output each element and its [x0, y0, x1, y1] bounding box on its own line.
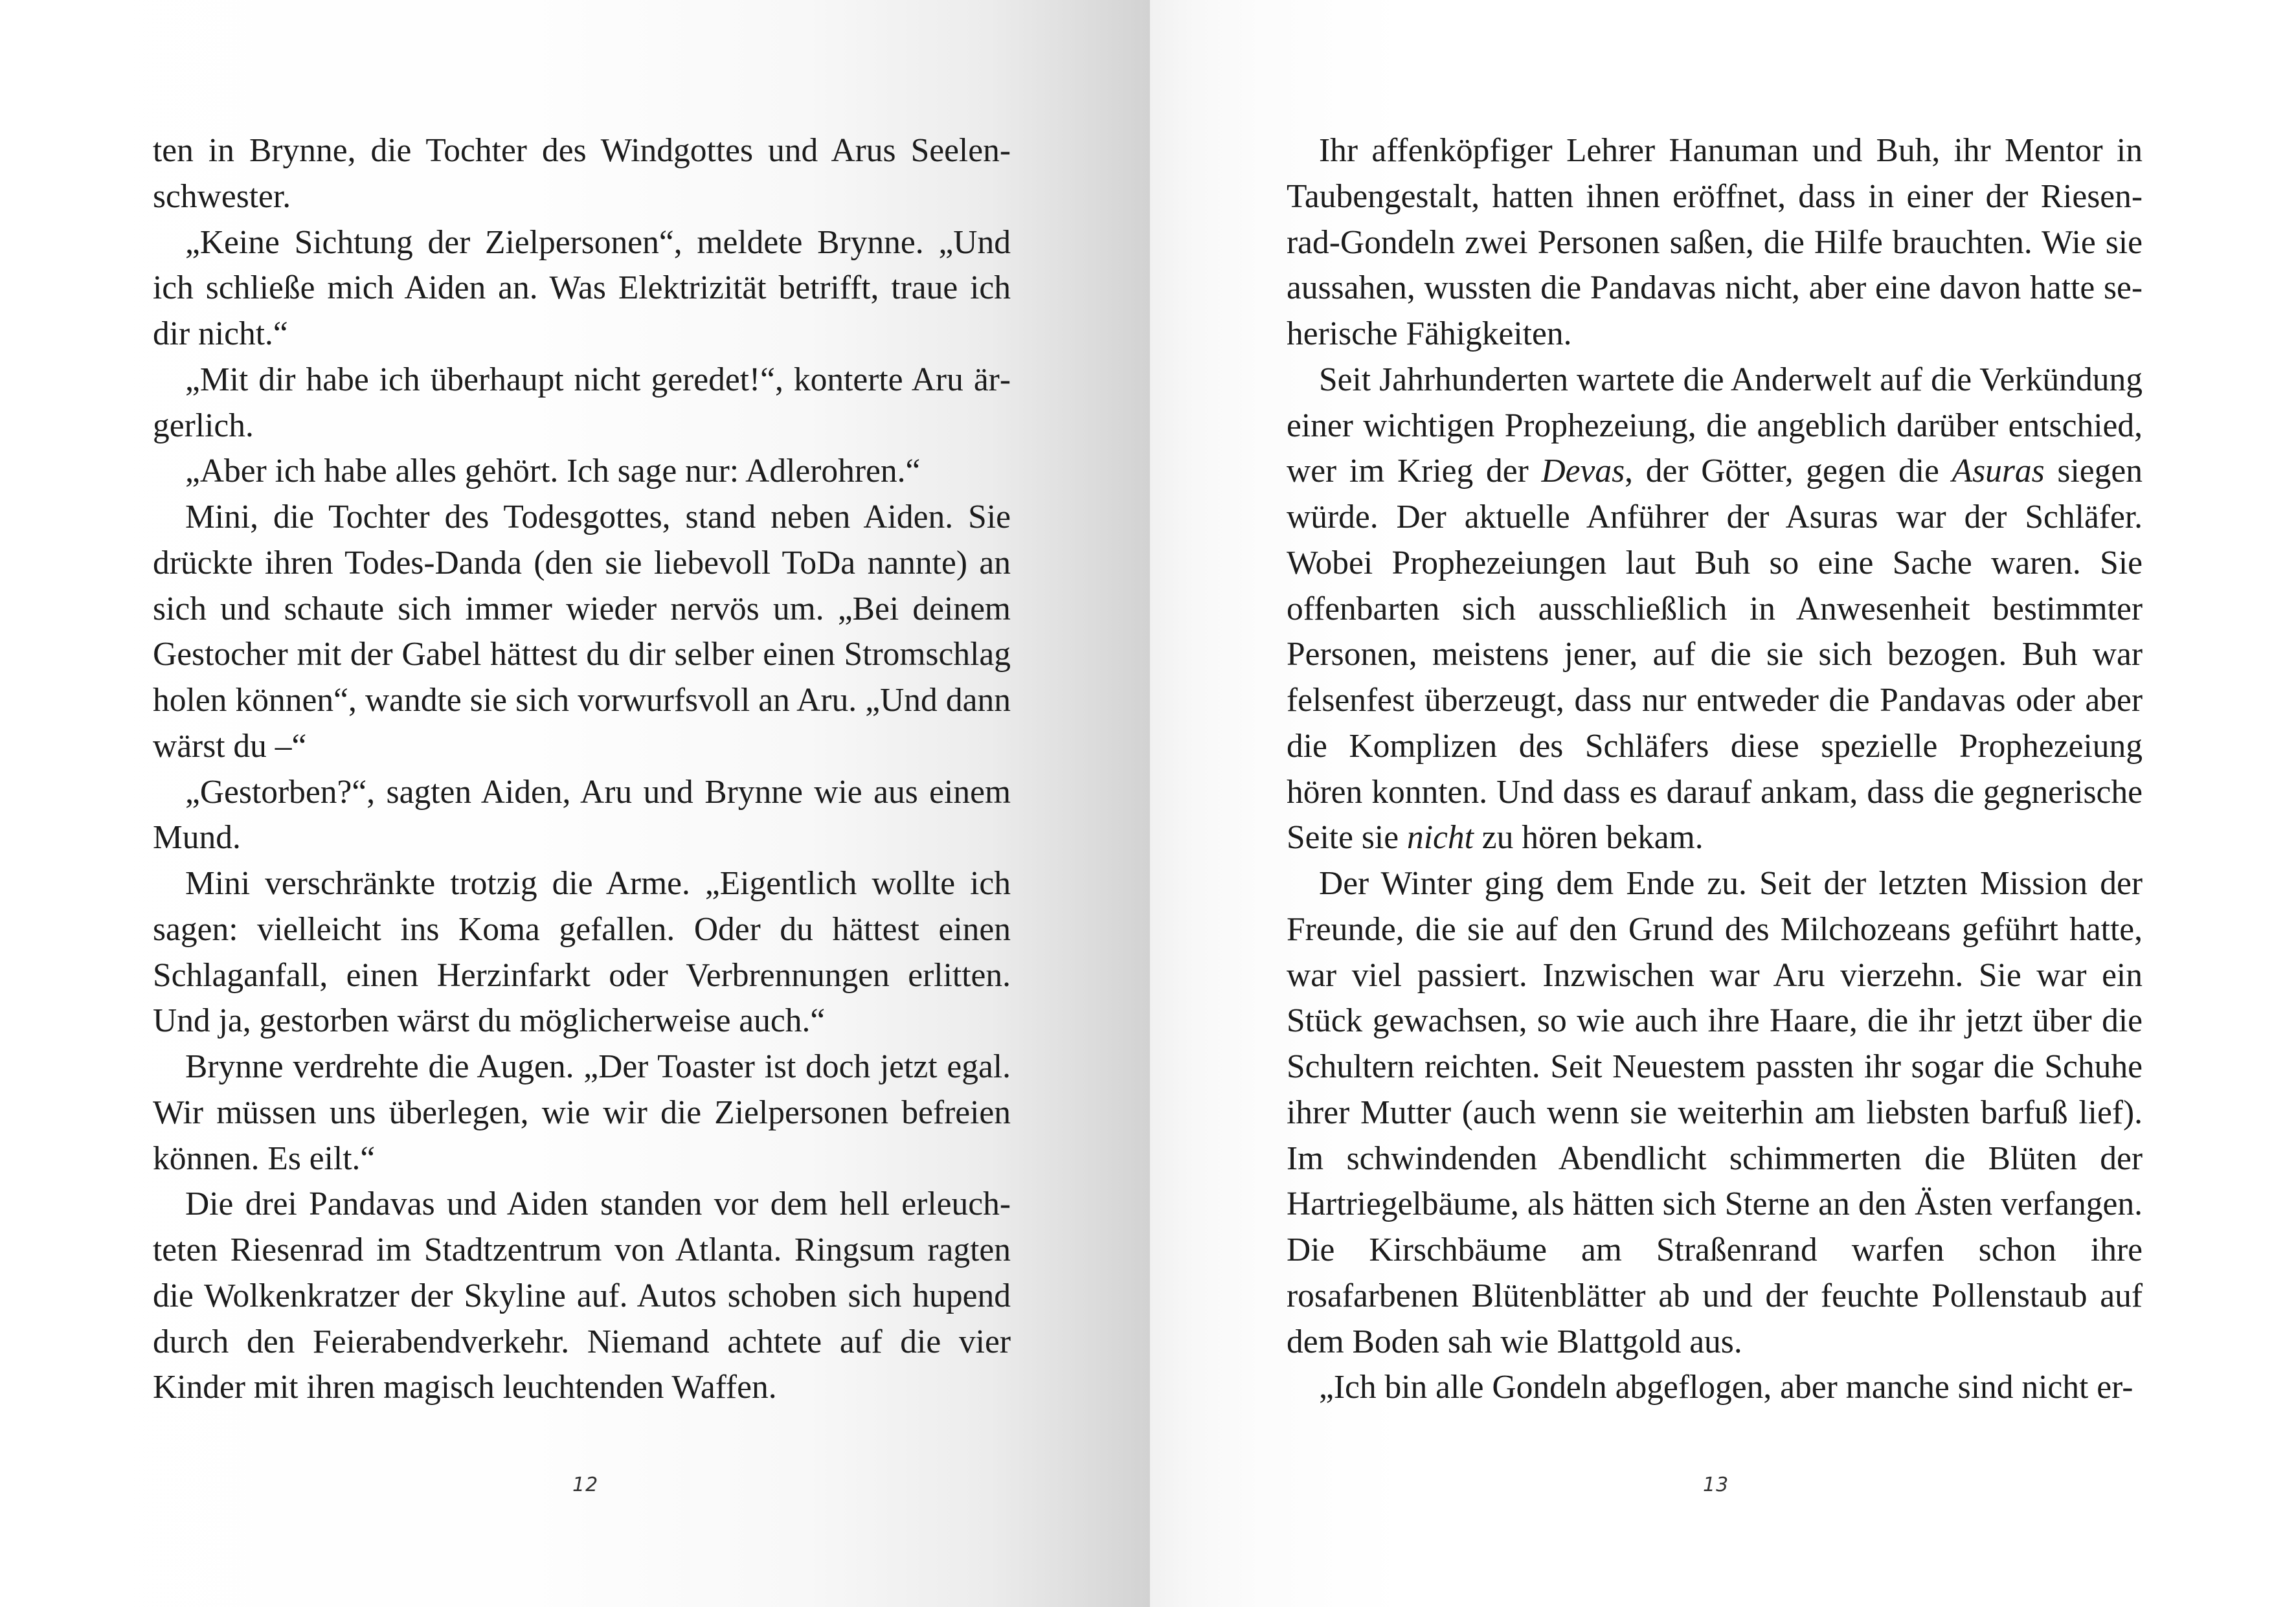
right-page-body: [1287, 128, 2143, 1411]
italic-term: Devas: [1541, 453, 1625, 490]
paragraph-text: siegen würde. Der aktuelle Anführer der Asuras war der Schläfer. Wobei Prophezeiungen laut Buh so eine Sache waren. Sie offenbarten sich ausschließlich in Anwesenheit bestimmter Personen, meistens jener, auf die sie sich bezogen. Buh war felsenfest überzeugt, dass nur entweder die Pandavas oder aber die Komplizen des Schläfers diese spezielle Prophezeiung hören konnten. Und dass es darauf ankam, dass die gegnerische Seite sie: [1287, 453, 2143, 857]
paragraph: Brynne verdrehte die Augen. „Der Toaster ist doch jetzt egal. Wir müssen uns überlegen, wie wir die Zielpersonen befreien können. Es eilt.“: [153, 1048, 1011, 1177]
paragraph: „Aber ich habe alles gehört. Ich sage nur: Adlerohren.“: [185, 453, 921, 490]
paragraph-text: Ihr affenköpfiger Lehrer Hanuman und Buh, ihr Mentor in Taubengestalt, hatten ihnen eröffnet, dass in einer der Riesenrad-Gondeln zwei Personen saßen, die Hilfe brauchten. Wie sie aussahen, wussten die Pandavas nicht, aber eine davon hatte seherische Fähigkeiten.: [1287, 132, 2143, 352]
paragraph: Die drei Pandavas und Aiden standen vor dem hell erleuchteten Riesenrad im Stadtzentrum von Atlanta. Ringsum ragten die Wolkenkratzer der Skyline auf. Autos schoben sich hupend durch den Feierabendverkehr. Niemand achtete auf die vier Kinder mit ihren magisch leuchtenden Waffen.: [153, 1186, 1011, 1406]
page-number: 12: [572, 1474, 599, 1496]
paragraph-text: Seit Jahrhunderten wartete die Anderwelt auf die Verkündung einer wichtigen Prophezeiung, die angeblich darüber entschied, wer im Krieg der: [1287, 361, 2143, 490]
paragraph: Mini verschränkte trotzig die Arme. „Eigentlich wollte ich sagen: vielleicht ins Koma gefallen. Oder du hättest einen Schlaganfall, einen Herzinfarkt oder Verbrennungen erlitten. Und ja, gestorben wärst du möglicherweise auch.“: [153, 865, 1011, 1040]
italic-emphasis: nicht: [1406, 819, 1474, 857]
left-page-body: [153, 128, 1011, 1411]
paragraph: Mini, die Tochter des Todesgottes, stand neben Aiden. Sie drückte ihren Todes-Danda (den sie liebevoll ToDa nannte) an sich und schaute sich immer wieder nervös um. „Bei deinem Gestocher mit der Gabel hättest du dir selber einen Stromschlag holen können“, wandte sie sich vorwurfsvoll an Aru. „Und dann wärst du –“: [153, 499, 1011, 765]
right-page: [1150, 0, 2296, 1607]
paragraph: „Gestorben?“, sagten Aiden, Aru und Brynne wie aus einem Mund.: [153, 773, 1011, 857]
paragraph: [1287, 357, 2143, 861]
italic-term: Asuras: [1952, 453, 2045, 490]
paragraph-text: zu hören bekam.: [1473, 819, 1704, 857]
paragraph: „Mit dir habe ich überhaupt nicht geredet!“, konterte Aru ärgerlich.: [153, 361, 1011, 444]
paragraph: „Keine Sichtung der Zielpersonen“, meldete Brynne. „Und ich schließe mich Aiden an. Was Elektrizität betrifft, traue ich dir nicht.“: [153, 223, 1011, 352]
paragraph: [1287, 861, 2143, 1365]
paragraph-text: „Ich bin alle Gondeln abgeflogen, aber manche sind nicht er-: [1319, 1369, 2133, 1406]
page-number: 13: [1703, 1474, 1729, 1496]
paragraph: [1287, 1365, 2143, 1411]
paragraph-text: , der Götter, gegen die: [1625, 453, 1952, 490]
paragraph: ten in Brynne, die Tochter des Windgottes und Arus Seelenschwester.: [153, 132, 1011, 215]
paragraph-text: Der Winter ging dem Ende zu. Seit der letzten Mission der Freunde, die sie auf den Grund des Milchozeans geführt hatte, war viel passiert. Inzwischen war Aru vierzehn. Sie war ein Stück gewachsen, so wie auch ihre Haare, die ihr jetzt über die Schultern reichten. Seit Neuestem passten ihr sogar die Schuhe ihrer Mutter (auch wenn sie weiterhin am liebsten barfuß lief). Im schwindenden Abendlicht schimmerten die Blüten der Hartriegelbäume, als hätten sich Sterne an den Ästen verfangen. Die Kirschbäume am Straßenrand warfen schon ihre rosafarbenen Blütenblätter ab und der feuchte Pollenstaub auf dem Boden sah wie Blattgold aus.: [1287, 865, 2143, 1360]
paragraph: [1287, 128, 2143, 357]
